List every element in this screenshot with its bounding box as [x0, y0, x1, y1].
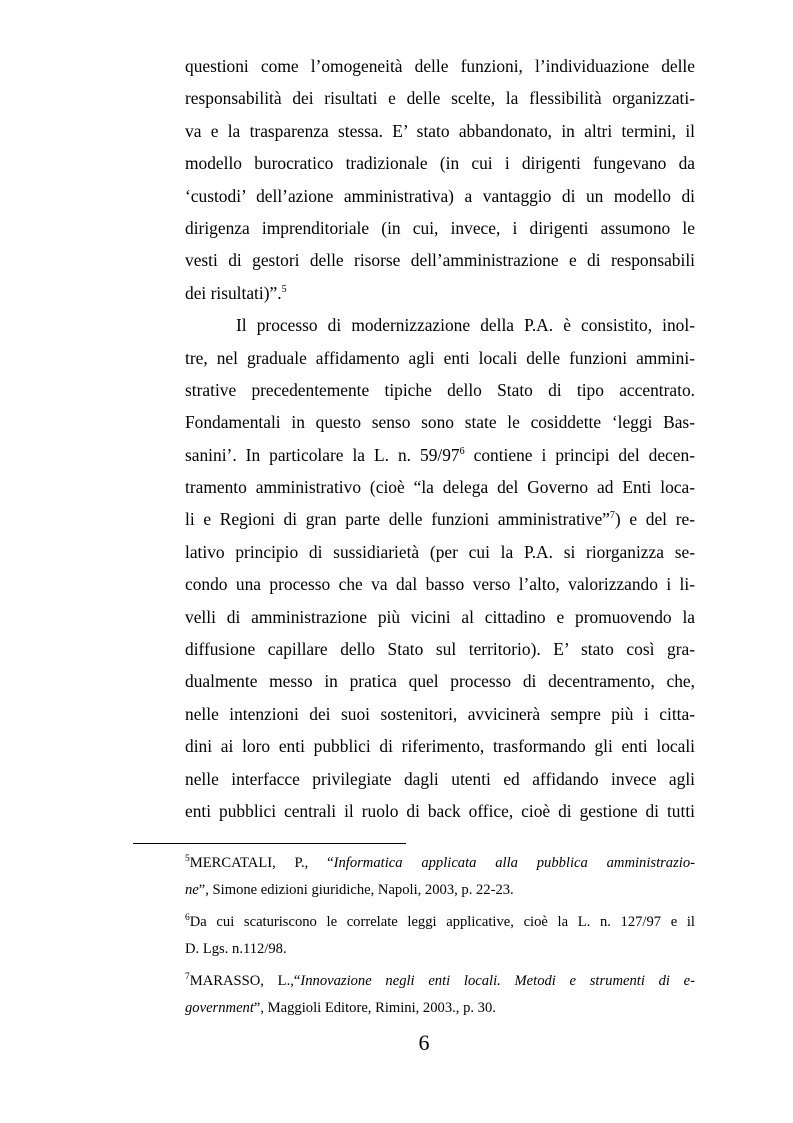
footnote-title: ne [185, 882, 199, 898]
footnotes [185, 850, 695, 1022]
page-number: 6 [418, 1030, 430, 1055]
footnote-number: 7 [185, 972, 190, 982]
text-line: diffusione capillare dello Stato sul territorio). E’ stato così gra- [185, 639, 695, 660]
text-line: Fondamentali in questo senso sono state le cosiddette ‘leggi Bas- [185, 412, 695, 433]
footnote-text: MARASSO, L.,“ [189, 973, 301, 989]
text-segment: dei risultati)”. [185, 282, 282, 303]
footnote-6 [185, 909, 695, 936]
text-line: questioni come l’omogeneità delle funzioni, l’individuazione delle [185, 56, 695, 76]
footnote-title: Informatica applicata alla pubblica amministrazio- [333, 855, 695, 871]
footnote-ref: 6 [459, 445, 465, 457]
footnote-text: MERCATALI, P., “ [189, 855, 334, 871]
footnote-title: Innovazione negli enti locali. Metodi e strumenti di e- [300, 973, 696, 989]
footnote-7 [185, 968, 695, 995]
footnote-5 [185, 850, 695, 877]
text-line: modello burocratico tradizionale (in cui i dirigenti fungevano da [185, 153, 695, 174]
text-line: dualmente messo in pratica quel processo di decentramento, che, [185, 671, 695, 692]
text-line [185, 277, 695, 309]
footnote-separator [133, 843, 406, 844]
footnote-7-cont [185, 995, 695, 1022]
paragraph-first-line: Il processo di modernizzazione della P.A. è consistito, inol- [236, 315, 695, 336]
text-line: dirigenza imprenditoriale (in cui, invece, i dirigenti assumono le [185, 217, 695, 238]
text-line: velli di amministrazione più vicini al cittadino e promuovendo la [185, 606, 695, 627]
text-segment: contiene i principi del decen- [464, 444, 695, 465]
footnote-number: 6 [185, 913, 190, 923]
footnote-text: ”, Maggioli Editore, Rimini, 2003., p. 30. [253, 1000, 496, 1016]
text-line: nelle interfacce privilegiate dagli utenti ed affidando invece agli [185, 768, 695, 789]
text-segment: ) e del re- [614, 509, 695, 530]
text-line: responsabilità dei risultati e delle scelte, la flessibilità organizzati- [185, 88, 695, 109]
text-line: ‘custodi’ dell’azione amministrativa) a vantaggio di un modello di [185, 185, 695, 206]
footnote-5-cont [185, 877, 695, 904]
footnote-text: Da cui scaturiscono le correlate leggi applicative, cioè la L. n. 127/97 e il [189, 914, 695, 930]
text-line: strative precedentemente tipiche dello Stato di tipo accentrato. [185, 379, 695, 400]
footnote-text: ”, Simone edizioni giuridiche, Napoli, 2003, p. 22-23. [198, 882, 514, 898]
text-segment: li e Regioni di gran parte delle funzioni amministrative” [185, 509, 610, 530]
text-line: tre, nel graduale affidamento agli enti locali delle funzioni ammini- [185, 347, 695, 368]
text-line: vesti di gestori delle risorse dell’amministrazione e di responsabili [185, 250, 695, 271]
text-line: condo una processo che va dal basso verso l’alto, valorizzando i li- [185, 574, 695, 595]
text-line [185, 439, 695, 471]
text-line: lativo principio di sussidiarietà (per cui la P.A. si riorganizza se- [185, 541, 695, 562]
text-line: va e la trasparenza stessa. E’ stato abbandonato, in altri termini, il [185, 120, 695, 141]
text-line: tramento amministrativo (cioè “la delega del Governo ad Enti loca- [185, 477, 695, 498]
footnote-title: government [185, 1000, 254, 1016]
body-text [185, 50, 695, 827]
footnote-6-cont: D. Lgs. n.112/98. [185, 941, 287, 957]
footnote-ref: 5 [281, 283, 287, 295]
text-line: nelle intenzioni dei suoi sostenitori, avvicinerà sempre più i citta- [185, 703, 695, 724]
text-segment: sanini’. In particolare la L. n. 59/97 [185, 444, 460, 465]
footnote-ref: 7 [609, 510, 615, 522]
footnote-number: 5 [185, 854, 190, 864]
text-line: enti pubblici centrali il ruolo di back office, cioè di gestione di tutti [185, 800, 695, 821]
text-line [185, 503, 695, 535]
text-line: dini ai loro enti pubblici di riferimento, trasformando gli enti locali [185, 736, 695, 757]
